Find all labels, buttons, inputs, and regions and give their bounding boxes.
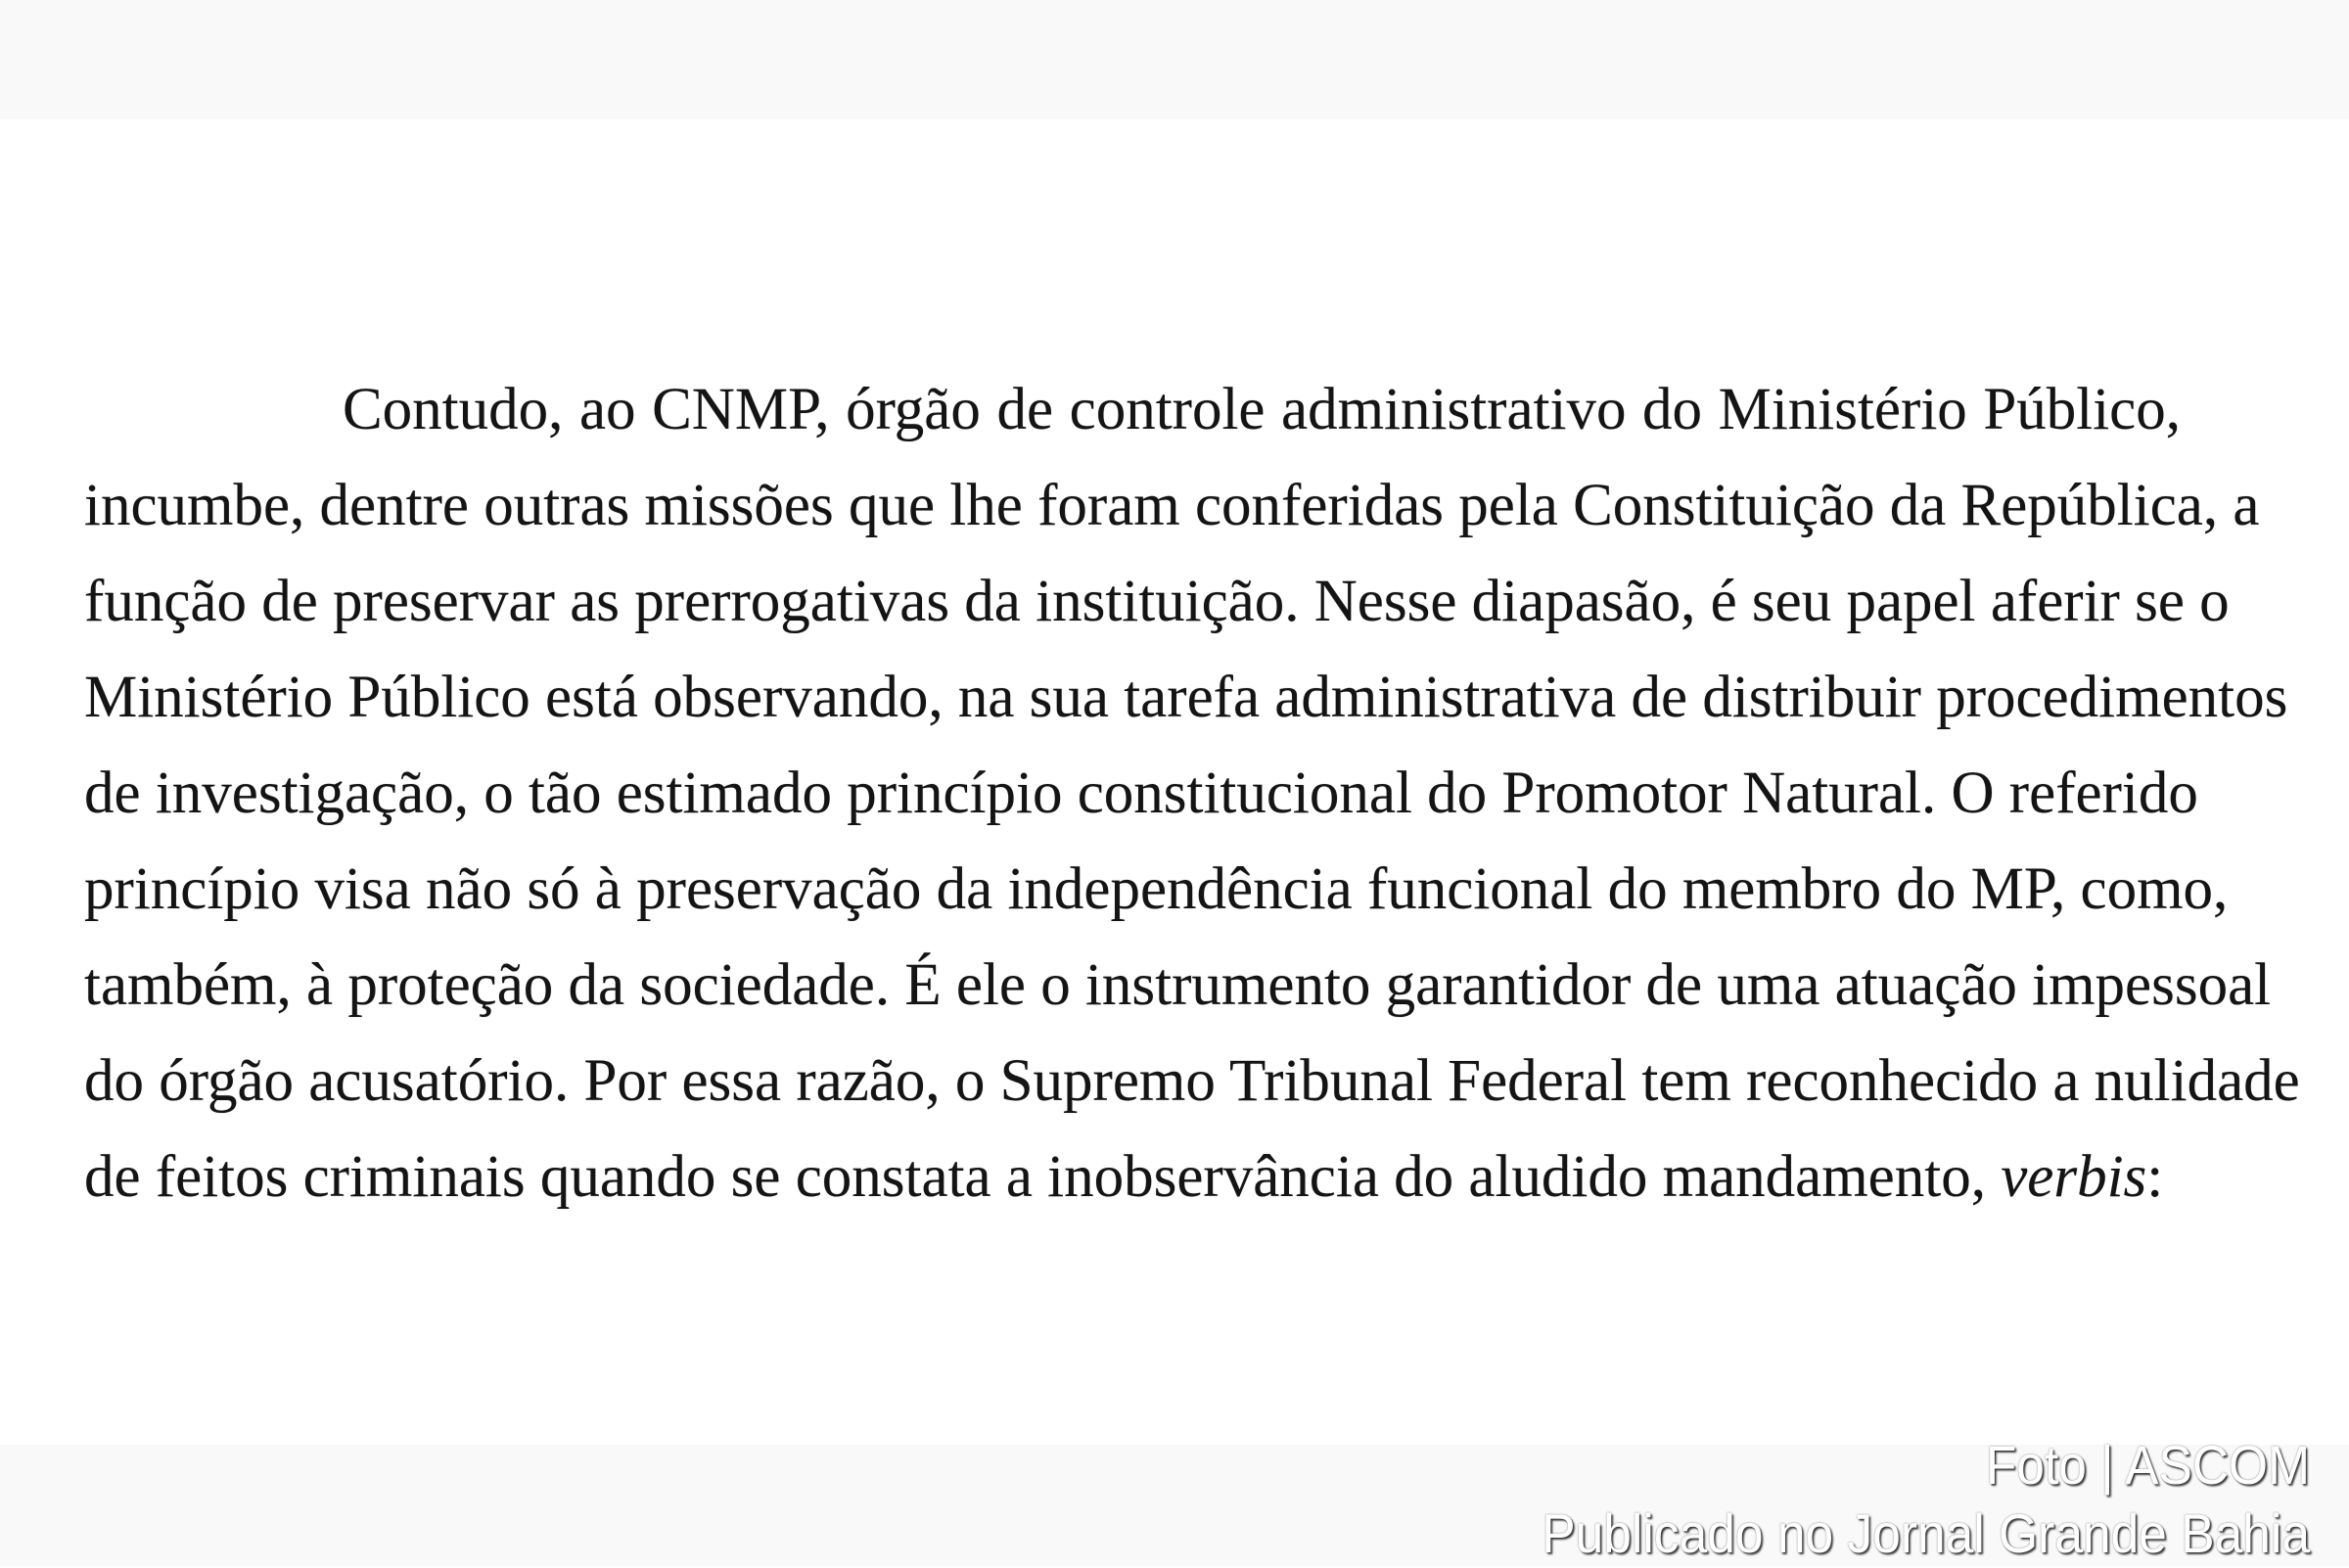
document-paragraph [84, 362, 2300, 1225]
last-line-colon: : [2146, 1144, 2164, 1210]
top-band [0, 0, 2349, 119]
paragraph-line: princípio visa não só à preservação da independência funcional do membro do MP, como, [84, 856, 2229, 922]
paragraph-line: incumbe, dentre outras missões que lhe foram conferidas pela Constituição da República, a [84, 473, 2260, 538]
paragraph-line: função de preservar as prerrogativas da instituição. Nesse diapasão, é seu papel aferir se o [84, 569, 2230, 634]
verbis-italic: verbis [2001, 1144, 2147, 1210]
paragraph-line: Ministério Público está observando, na sua tarefa administrativa de distribuir procedimentos [84, 665, 2288, 730]
last-line-text: de feitos criminais quando se constata a inobservância do aludido mandamento, [84, 1144, 2002, 1210]
paragraph-line: também, à proteção da sociedade. É ele o instrumento garantidor de uma atuação impessoal [84, 952, 2272, 1018]
paragraph-line: do órgão acusatório. Por essa razão, o Supremo Tribunal Federal tem reconhecido a nulidade [84, 1048, 2300, 1114]
watermark [1542, 1431, 2310, 1568]
paragraph-line: de investigação, o tão estimado princípio constitucional do Promotor Natural. O referido [84, 761, 2198, 826]
paragraph-line-last [84, 1130, 2181, 1225]
photo-credit: Foto | ASCOM [1985, 1434, 2310, 1496]
publisher-credit: Publicado no Jornal Grande Bahia [1542, 1502, 2310, 1564]
paragraph-line: Contudo, ao CNMP, órgão de controle administrativo do Ministério Público, [343, 377, 2181, 442]
